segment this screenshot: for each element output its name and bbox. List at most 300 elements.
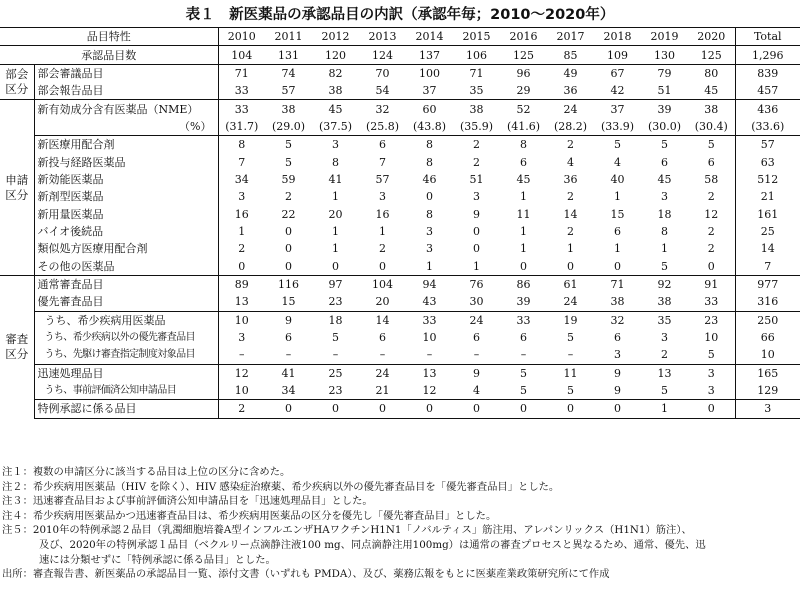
cell-value: 24: [359, 364, 406, 382]
cell-value: 106: [453, 46, 500, 64]
row-label: うち、先駆け審査指定制度対象品目: [34, 346, 218, 364]
cell-value: 11: [547, 364, 594, 382]
cell-value: 125: [500, 46, 547, 64]
table-row: [0, 257, 800, 275]
cell-value: 0: [688, 400, 735, 418]
cell-value: 9: [453, 364, 500, 382]
cell-value: 58: [704, 172, 719, 186]
category-line: 区分: [5, 346, 29, 361]
cell-value: 60: [406, 100, 453, 118]
note-line: [2, 538, 798, 553]
note-text: 希少疾病用医薬品（HIV を除く）、HIV 感染症治療薬、希少疾病以外の優先審査品目を「優先審査品目」とした。: [32, 480, 560, 493]
cell-value: 92: [641, 275, 688, 293]
header-year: 2017: [547, 28, 594, 46]
table-row: [0, 400, 800, 418]
cell-value: 59: [281, 172, 296, 186]
cell-value: 54: [375, 84, 390, 98]
row-label: バイオ後続品: [34, 223, 218, 240]
row-label: 特例承認に係る品目: [34, 400, 218, 418]
row-label: 新剤型医薬品: [34, 188, 218, 205]
cell-value: 2: [567, 190, 574, 204]
cell-total: 161: [735, 205, 800, 222]
row-label: 新有効成分含有医薬品（NME）: [34, 100, 218, 118]
cell-value: (41.6): [506, 119, 541, 133]
cell-value: 12: [704, 207, 719, 221]
cell-value: 5: [265, 136, 312, 154]
cell-total: (33.6): [735, 118, 800, 136]
cell-value: (30.0): [647, 119, 682, 133]
cell-value: 5: [661, 384, 668, 398]
table-row: [0, 382, 800, 400]
table-row: [0, 153, 800, 170]
cell-value: –: [426, 348, 433, 362]
cell-value: 2: [567, 224, 574, 238]
cell-value: 6: [614, 224, 621, 238]
cell-total: 7: [735, 257, 800, 275]
cell-total: 66: [735, 329, 800, 346]
cell-total: 63: [735, 153, 800, 170]
cell-value: 109: [594, 46, 641, 64]
cell-value: 38: [688, 100, 735, 118]
cell-value: 16: [234, 207, 249, 221]
cell-value: 86: [500, 275, 547, 293]
cell-value: 8: [661, 224, 668, 238]
cell-value: 40: [610, 172, 625, 186]
cell-value: 1: [520, 242, 527, 256]
cell-value: 36: [563, 84, 578, 98]
note-text: 迅速審査品目および事前評価済公知申請品目を「迅速処理品目」とした。: [32, 495, 373, 508]
table-row: [0, 311, 800, 329]
cell-value: 38: [328, 84, 343, 98]
cell-value: 71: [594, 275, 641, 293]
cell-value: 5: [688, 136, 735, 154]
cell-value: 1: [520, 190, 527, 204]
note-line: [2, 567, 798, 582]
cell-value: 2: [218, 400, 265, 418]
cell-value: –: [285, 348, 292, 362]
note-key: 注５：: [2, 524, 33, 537]
cell-value: 57: [281, 84, 296, 98]
cell-value: 2: [453, 136, 500, 154]
cell-value: 104: [218, 46, 265, 64]
cell-value: 3: [426, 242, 433, 256]
cell-value: 3: [614, 348, 621, 362]
cell-value: 4: [473, 384, 480, 398]
cell-value: 130: [641, 46, 688, 64]
note-key: 出所：: [2, 568, 33, 581]
cell-value: 5: [500, 364, 547, 382]
cell-value: 0: [285, 224, 292, 238]
cell-value: 1: [614, 190, 621, 204]
table-row: [0, 100, 800, 118]
cell-value: 5: [661, 259, 668, 273]
row-label: 類似処方医療用配合剤: [34, 240, 218, 257]
cell-value: 91: [688, 275, 735, 293]
cell-value: 8: [426, 207, 433, 221]
cell-value: 4: [567, 155, 574, 169]
cell-value: 137: [406, 46, 453, 64]
cell-value: 3: [238, 331, 246, 345]
header-year: 2016: [500, 28, 547, 46]
category-line: 申請: [5, 172, 29, 187]
cell-value: 9: [594, 364, 641, 382]
cell-value: 2: [473, 155, 480, 169]
cell-value: 131: [265, 46, 312, 64]
cell-value: 2: [285, 190, 292, 204]
table-row: [0, 346, 800, 364]
cell-value: 9: [614, 384, 621, 398]
header-year: 2011: [265, 28, 312, 46]
cell-value: 23: [688, 311, 735, 329]
cell-value: 1: [332, 224, 339, 238]
cell-value: (28.2): [553, 119, 588, 133]
cell-value: 8: [500, 136, 547, 154]
cell-total: 839: [735, 64, 800, 82]
cell-total: 436: [735, 100, 800, 118]
cell-value: 39: [516, 295, 531, 309]
cell-value: 8: [332, 155, 339, 169]
cell-value: (31.7): [225, 119, 259, 133]
row-label: その他の医薬品: [34, 257, 218, 275]
cell-value: 2: [707, 190, 715, 204]
cell-value: 2: [661, 348, 668, 362]
cell-value: 18: [657, 207, 672, 221]
cell-value: 7: [379, 155, 386, 169]
cell-total: 165: [735, 364, 800, 382]
cell-value: 0: [265, 400, 312, 418]
cell-value: 5: [641, 136, 688, 154]
cell-value: 0: [453, 400, 500, 418]
cell-value: 0: [547, 400, 594, 418]
cell-value: 12: [218, 364, 265, 382]
cell-value: 0: [426, 190, 433, 204]
note-line: [2, 465, 798, 480]
table-row: [0, 188, 800, 205]
cell-value: 67: [594, 64, 641, 82]
cell-value: 38: [453, 100, 500, 118]
header-row: [0, 28, 800, 46]
cell-total: 977: [735, 275, 800, 293]
cell-value: –: [239, 348, 245, 362]
cell-value: –: [473, 348, 480, 362]
cell-value: –: [567, 348, 574, 362]
cell-total: 10: [735, 346, 800, 364]
cell-value: 124: [359, 46, 406, 64]
cell-value: 19: [547, 311, 594, 329]
cell-value: 2: [707, 242, 715, 256]
cell-value: (37.5): [318, 119, 353, 133]
cell-value: 2: [547, 136, 594, 154]
cell-value: 16: [375, 207, 390, 221]
cell-value: 94: [406, 275, 453, 293]
cell-value: 100: [406, 64, 453, 82]
cell-value: 0: [238, 259, 246, 273]
cell-value: 33: [234, 84, 249, 98]
row-label: 部会審議品目: [34, 64, 218, 82]
cell-value: 24: [547, 100, 594, 118]
cell-value: 5: [567, 331, 574, 345]
cell-value: 36: [563, 172, 578, 186]
cell-value: 14: [359, 311, 406, 329]
cell-value: 6: [473, 331, 480, 345]
cell-value: 8: [426, 155, 433, 169]
cell-value: 10: [234, 384, 249, 398]
cell-total: 129: [735, 382, 800, 400]
cell-value: 11: [516, 207, 531, 221]
cell-value: 33: [500, 311, 547, 329]
cell-value: 6: [520, 331, 527, 345]
row-label: 迅速処理品目: [34, 364, 218, 382]
cell-value: 51: [657, 84, 672, 98]
cell-value: 2: [238, 242, 246, 256]
cell-value: 8: [406, 136, 453, 154]
note-text: 2010年の特例承認２品目（乳濁細胞培養A型インフルエンザHAワクチンH1N1「ノバルティス」筋注用、アレパンリックス（H1N1）筋注）、: [32, 524, 692, 537]
cell-value: 37: [594, 100, 641, 118]
cell-value: 12: [422, 384, 437, 398]
cell-value: 61: [547, 275, 594, 293]
note-line: [2, 553, 798, 568]
cell-value: 97: [312, 275, 359, 293]
row-label: うち、事前評価済公知申請品目: [34, 382, 218, 400]
cell-value: 6: [707, 155, 715, 169]
cell-value: 70: [359, 64, 406, 82]
cell-value: 35: [641, 311, 688, 329]
cell-value: 20: [328, 207, 343, 221]
category-shinsa: [0, 275, 34, 418]
row-label: 新投与経路医薬品: [34, 153, 218, 170]
cell-value: 33: [704, 295, 719, 309]
cell-value: 2: [707, 224, 715, 238]
notes-section: [2, 465, 798, 582]
table-row: [0, 275, 800, 293]
table-row: [0, 171, 800, 188]
cell-value: 0: [500, 400, 547, 418]
cell-value: 10: [218, 311, 265, 329]
cell-total: 14: [735, 240, 800, 257]
note-line: [2, 480, 798, 495]
cell-value: (35.9): [459, 119, 494, 133]
cell-value: 3: [379, 190, 386, 204]
cell-value: 15: [610, 207, 625, 221]
cell-total: 57: [735, 136, 800, 154]
category-bukai: [0, 64, 34, 100]
cell-value: 32: [594, 311, 641, 329]
cell-value: 0: [520, 259, 527, 273]
note-text: 審査報告書、新医薬品の承認品目一覧、添付文書（いずれも PMDA）、及び、薬務広報をもとに医薬産業政策研究所にて作成: [32, 568, 610, 581]
cell-value: –: [332, 348, 339, 362]
cell-value: 0: [707, 259, 715, 273]
cell-value: 5: [332, 331, 339, 345]
cell-value: 0: [473, 242, 480, 256]
category-line: 区分: [5, 187, 29, 202]
cell-value: 0: [359, 400, 406, 418]
row-label: 新効能医薬品: [34, 171, 218, 188]
cell-value: 10: [704, 331, 719, 345]
cell-value: (25.8): [365, 119, 400, 133]
cell-value: 45: [312, 100, 359, 118]
cell-value: 4: [614, 155, 621, 169]
cell-total: 512: [735, 171, 800, 188]
cell-value: 43: [422, 295, 437, 309]
cell-value: 0: [379, 259, 386, 273]
cell-value: 96: [500, 64, 547, 82]
cell-value: 9: [473, 207, 480, 221]
cell-value: 1: [661, 242, 668, 256]
cell-value: 3: [688, 364, 735, 382]
cell-value: 2: [379, 242, 386, 256]
header-year: 2010: [218, 28, 265, 46]
header-year: 2020: [688, 28, 735, 46]
cell-value: 116: [265, 275, 312, 293]
header-year: 2013: [359, 28, 406, 46]
table-row: [0, 364, 800, 382]
cell-value: 3: [707, 384, 715, 398]
cell-value: 34: [234, 172, 249, 186]
cell-value: 42: [610, 84, 625, 98]
cell-value: 13: [641, 364, 688, 382]
cell-value: 52: [500, 100, 547, 118]
cell-value: 15: [281, 295, 296, 309]
cell-value: 1: [379, 224, 386, 238]
note-key: 注２：: [2, 480, 33, 493]
cell-value: 45: [704, 84, 719, 98]
table-row: [0, 240, 800, 257]
note-text: 複数の申請区分に該当する品目は上位の区分に含めた。: [32, 466, 291, 478]
cell-value: 25: [312, 364, 359, 382]
cell-value: (29.0): [271, 119, 306, 133]
cell-value: 0: [406, 400, 453, 418]
cell-value: 5: [520, 384, 527, 398]
cell-value: 46: [422, 172, 437, 186]
cell-value: 37: [422, 84, 437, 98]
category-line: 部会: [5, 67, 29, 82]
cell-total: 457: [735, 82, 800, 100]
cell-value: 0: [312, 400, 359, 418]
cell-value: 33: [218, 100, 265, 118]
cell-value: 5: [707, 348, 715, 362]
cell-value: 1: [238, 224, 246, 238]
cell-value: 76: [453, 275, 500, 293]
cell-value: 24: [563, 295, 578, 309]
cell-value: 49: [547, 64, 594, 82]
cell-value: 3: [661, 190, 668, 204]
cell-value: 7: [238, 155, 246, 169]
cell-value: 71: [453, 64, 500, 82]
cell-value: 38: [610, 295, 625, 309]
cell-value: 22: [281, 207, 296, 221]
cell-value: 41: [328, 172, 343, 186]
table-row: [0, 223, 800, 240]
row-label: 新用量医薬品: [34, 205, 218, 222]
cell-value: 80: [688, 64, 735, 82]
table-row: [0, 82, 800, 100]
row-label: 部会報告品目: [34, 82, 218, 100]
cell-value: 74: [265, 64, 312, 82]
cell-value: 33: [406, 311, 453, 329]
header-year: 2018: [594, 28, 641, 46]
row-label: 承認品目数: [0, 46, 218, 64]
cell-value: 24: [453, 311, 500, 329]
table-row: [0, 205, 800, 222]
cell-value: 0: [567, 259, 574, 273]
row-label: うち、希少疾病以外の優先審査品目: [34, 329, 218, 346]
cell-value: 45: [516, 172, 531, 186]
cell-value: (30.4): [694, 119, 728, 133]
cell-value: 1: [641, 400, 688, 418]
cell-total: 250: [735, 311, 800, 329]
note-line: [2, 523, 798, 538]
cell-value: (33.9): [600, 119, 635, 133]
cell-value: 13: [406, 364, 453, 382]
cell-value: 1: [332, 190, 339, 204]
cell-value: –: [379, 348, 386, 362]
cell-value: 51: [469, 172, 484, 186]
cell-value: 0: [285, 259, 292, 273]
cell-value: 3: [426, 224, 433, 238]
row-label: （%）: [34, 118, 218, 136]
row-label: 優先審査品目: [34, 293, 218, 311]
cell-value: (43.8): [412, 119, 447, 133]
cell-value: 82: [312, 64, 359, 82]
cell-value: 9: [265, 311, 312, 329]
table-row: [0, 64, 800, 82]
cell-value: 1: [426, 259, 433, 273]
note-line: [2, 494, 798, 509]
cell-value: 120: [312, 46, 359, 64]
cell-value: 8: [218, 136, 265, 154]
cell-value: 5: [285, 155, 292, 169]
cell-value: 23: [328, 384, 343, 398]
header-year: 2014: [406, 28, 453, 46]
cell-value: 14: [563, 207, 578, 221]
category-shinsei: [0, 100, 34, 275]
cell-value: 3: [473, 190, 480, 204]
cell-value: 3: [238, 190, 246, 204]
cell-value: 1: [473, 259, 480, 273]
cell-value: 38: [657, 295, 672, 309]
table-row: [0, 329, 800, 346]
cell-total: 3: [735, 400, 800, 418]
cell-value: 3: [312, 136, 359, 154]
cell-value: 0: [285, 242, 292, 256]
cell-value: 6: [661, 155, 668, 169]
note-text: 速には分類せずに「特例承認に係る品目」とした。: [39, 553, 276, 566]
table-row: [0, 136, 800, 154]
cell-value: 71: [218, 64, 265, 82]
row-label: 新医療用配合剤: [34, 136, 218, 154]
table-row: [0, 293, 800, 311]
row-label: うち、希少疾病用医薬品: [34, 311, 218, 329]
cell-value: 34: [281, 384, 296, 398]
table-row: [0, 46, 800, 64]
cell-value: 6: [379, 331, 386, 345]
cell-value: 41: [265, 364, 312, 382]
approval-breakdown-table: [0, 27, 800, 419]
category-line: 審査: [5, 331, 29, 346]
cell-value: 1: [614, 242, 621, 256]
cell-value: 32: [359, 100, 406, 118]
cell-total: 25: [735, 223, 800, 240]
cell-value: –: [520, 348, 527, 362]
cell-value: 5: [567, 384, 574, 398]
cell-value: 10: [422, 331, 437, 345]
cell-value: 89: [218, 275, 265, 293]
cell-value: 85: [547, 46, 594, 64]
table-row: [0, 118, 800, 136]
header-label: 品目特性: [0, 28, 218, 46]
cell-value: 6: [285, 331, 292, 345]
cell-value: 104: [359, 275, 406, 293]
